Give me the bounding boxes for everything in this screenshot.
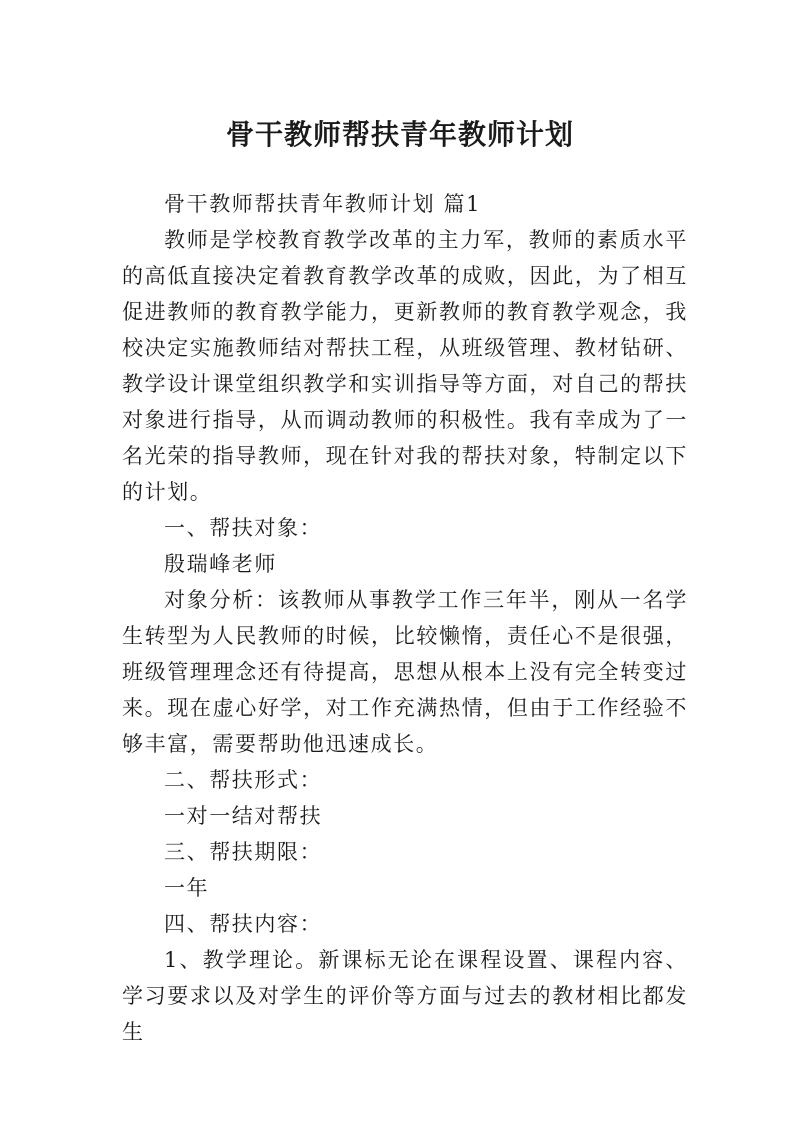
section-heading: 骨干教师帮扶青年教师计划 篇1: [164, 192, 482, 216]
document-title: 骨干教师帮扶青年教师计划: [225, 117, 574, 151]
subheading: 二、帮扶形式：: [164, 768, 323, 792]
subheading: 三、帮扶期限：: [164, 840, 323, 864]
subheading: 一、帮扶对象：: [164, 516, 323, 540]
body-paragraph: 殷瑞峰老师: [164, 552, 277, 576]
body-paragraph: 对象分析：该教师从事教学工作三年半，刚从一名学生转型为人民教师的时候，比较懒惰，责任心不是很强，班级管理理念还有待提高，思想从根本上没有完全转变过来。现在虚心好学，对工作充满热情，但由于工作经验不够丰富，需要帮助他迅速成长。: [122, 588, 688, 756]
body-paragraph: 一对一结对帮扶: [164, 804, 323, 828]
body-paragraph: 1、教学理论。新课标无论在课程设置、课程内容、学习要求以及对学生的评价等方面与过去的教材相比都发生: [122, 948, 688, 1044]
body-paragraph: 一年: [164, 876, 210, 900]
subheading: 四、帮扶内容：: [164, 912, 323, 936]
document-body: [122, 186, 688, 1050]
body-paragraph: 教师是学校教育教学改革的主力军，教师的素质水平的高低直接决定着教育教学改革的成败，因此，为了相互促进教师的教育教学能力，更新教师的教育教学观念，我校决定实施教师结对帮扶工程，从班级管理、教材钻研、教学设计课堂组织教学和实训指导等方面，对自己的帮扶对象进行指导，从而调动教师的积极性。我有幸成为了一名光荣的指导教师，现在针对我的帮扶对象，特制定以下的计划。: [122, 228, 688, 504]
